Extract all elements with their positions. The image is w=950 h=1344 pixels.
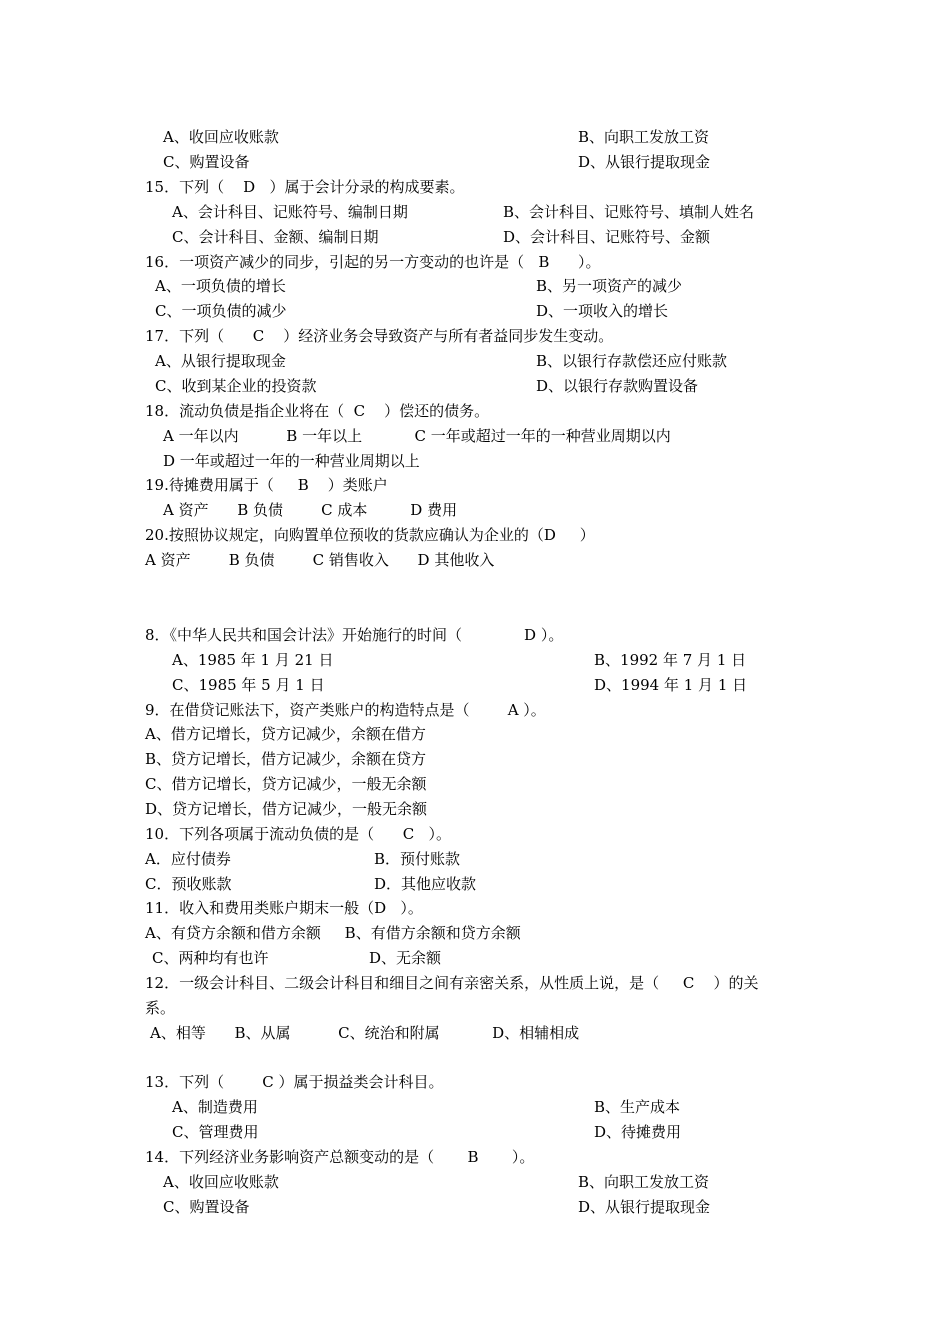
- option-line: A 一年以内 B 一年以上 C 一年或超过一年的一种营业周期以内: [163, 427, 671, 445]
- option-line: C、一项负债的减少: [155, 302, 287, 320]
- option-line: D、无余额: [369, 949, 442, 967]
- option-line: D、会计科目、记账符号、金额: [503, 228, 711, 246]
- question-12: 12．一级会计科目、二级会计科目和细目之间有亲密关系，从性质上说，是（ C ）的关: [145, 974, 759, 992]
- question-18: 18．流动负债是指企业将在（ C ）偿还的债务。: [145, 402, 490, 420]
- question-12-continuation: 系。: [145, 999, 176, 1017]
- option-line: C．预收账款: [145, 875, 232, 893]
- option-line: A、收回应收账款: [163, 1173, 279, 1191]
- option-line: A、相等 B、从属 C、统治和附属 D、相辅相成: [150, 1024, 580, 1042]
- option-line: A、从银行提取现金: [155, 352, 286, 370]
- question-13: 13．下列（ C ）属于损益类会计科目。: [145, 1073, 444, 1091]
- option-line: D、以银行存款购置设备: [536, 377, 699, 395]
- option-line: B、向职工发放工资: [578, 128, 710, 146]
- option-line: B、以银行存款偿还应付账款: [536, 352, 728, 370]
- option-line: C、借方记增长，贷方记减少，一般无余额: [145, 775, 427, 793]
- option-line: A 资产 B 负债 C 成本 D 费用: [163, 501, 458, 519]
- option-line: A、会计科目、记账符号、编制日期: [172, 203, 408, 221]
- option-line: A．应付债券: [145, 850, 231, 868]
- option-line: A 资产 B 负债 C 销售收入 D 其他收入: [145, 551, 495, 569]
- option-line: D．其他应收款: [374, 875, 477, 893]
- question-15: 15．下列（ D ）属于会计分录的构成要素。: [145, 178, 465, 196]
- option-line: D、贷方记增长，借方记减少，一般无余额: [145, 800, 428, 818]
- option-line: D、从银行提取现金: [578, 153, 711, 171]
- option-line: A、借方记增长，贷方记减少，余额在借方: [145, 725, 426, 743]
- option-line: A、一项负债的增长: [155, 277, 286, 295]
- option-line: A、有贷方余额和借方余额 B、有借方余额和贷方余额: [145, 924, 521, 942]
- question-14: 14．下列经济业务影响资产总额变动的是（ B ）。: [145, 1148, 535, 1166]
- option-line: D 一年或超过一年的一种营业周期以上: [163, 452, 420, 470]
- question-11: 11．收入和费用类账户期末一般（D ）。: [145, 899, 423, 917]
- question-19: 19.待摊费用属于（ B ）类账户: [145, 476, 388, 494]
- option-line: B、生产成本: [594, 1098, 681, 1116]
- question-16: 16．一项资产减少的同步，引起的另一方变动的也许是（ B ）。: [145, 253, 601, 271]
- option-line: D、待摊费用: [594, 1123, 682, 1141]
- option-line: B、向职工发放工资: [578, 1173, 710, 1191]
- option-line: B、1992 年 7 月 1 日: [594, 651, 747, 669]
- option-line: D、一项收入的增长: [536, 302, 669, 320]
- question-20: 20.按照协议规定，向购置单位预收的货款应确认为企业的（D ）: [145, 526, 595, 544]
- option-line: C、收到某企业的投资款: [155, 377, 317, 395]
- question-10: 10．下列各项属于流动负债的是（ C ）。: [145, 825, 451, 843]
- option-line: A、制造费用: [172, 1098, 258, 1116]
- option-line: C、两种均有也许: [152, 949, 269, 967]
- option-line: D、从银行提取现金: [578, 1198, 711, 1216]
- option-line: A、1985 年 1 月 21 日: [172, 651, 334, 669]
- option-line: C、购置设备: [163, 1198, 250, 1216]
- option-line: D、1994 年 1 月 1 日: [594, 676, 748, 694]
- option-line: C、管理费用: [172, 1123, 259, 1141]
- option-line: A、收回应收账款: [163, 128, 279, 146]
- option-line: B、会计科目、记账符号、填制人姓名: [503, 203, 755, 221]
- question-8: 8．《中华人民共和国会计法》开始施行的时间（ D ）。: [145, 626, 564, 644]
- option-line: C、购置设备: [163, 153, 250, 171]
- option-line: B、另一项资产的减少: [536, 277, 683, 295]
- option-line: C、1985 年 5 月 1 日: [172, 676, 325, 694]
- option-line: C、会计科目、金额、编制日期: [172, 228, 379, 246]
- option-line: B．预付账款: [374, 850, 461, 868]
- option-line: B、贷方记增长，借方记减少，余额在贷方: [145, 750, 427, 768]
- question-9: 9．在借贷记账法下，资产类账户的构造特点是（ A ）。: [145, 701, 546, 719]
- question-17: 17．下列（ C ）经济业务会导致资产与所有者益同步发生变动。: [145, 327, 614, 345]
